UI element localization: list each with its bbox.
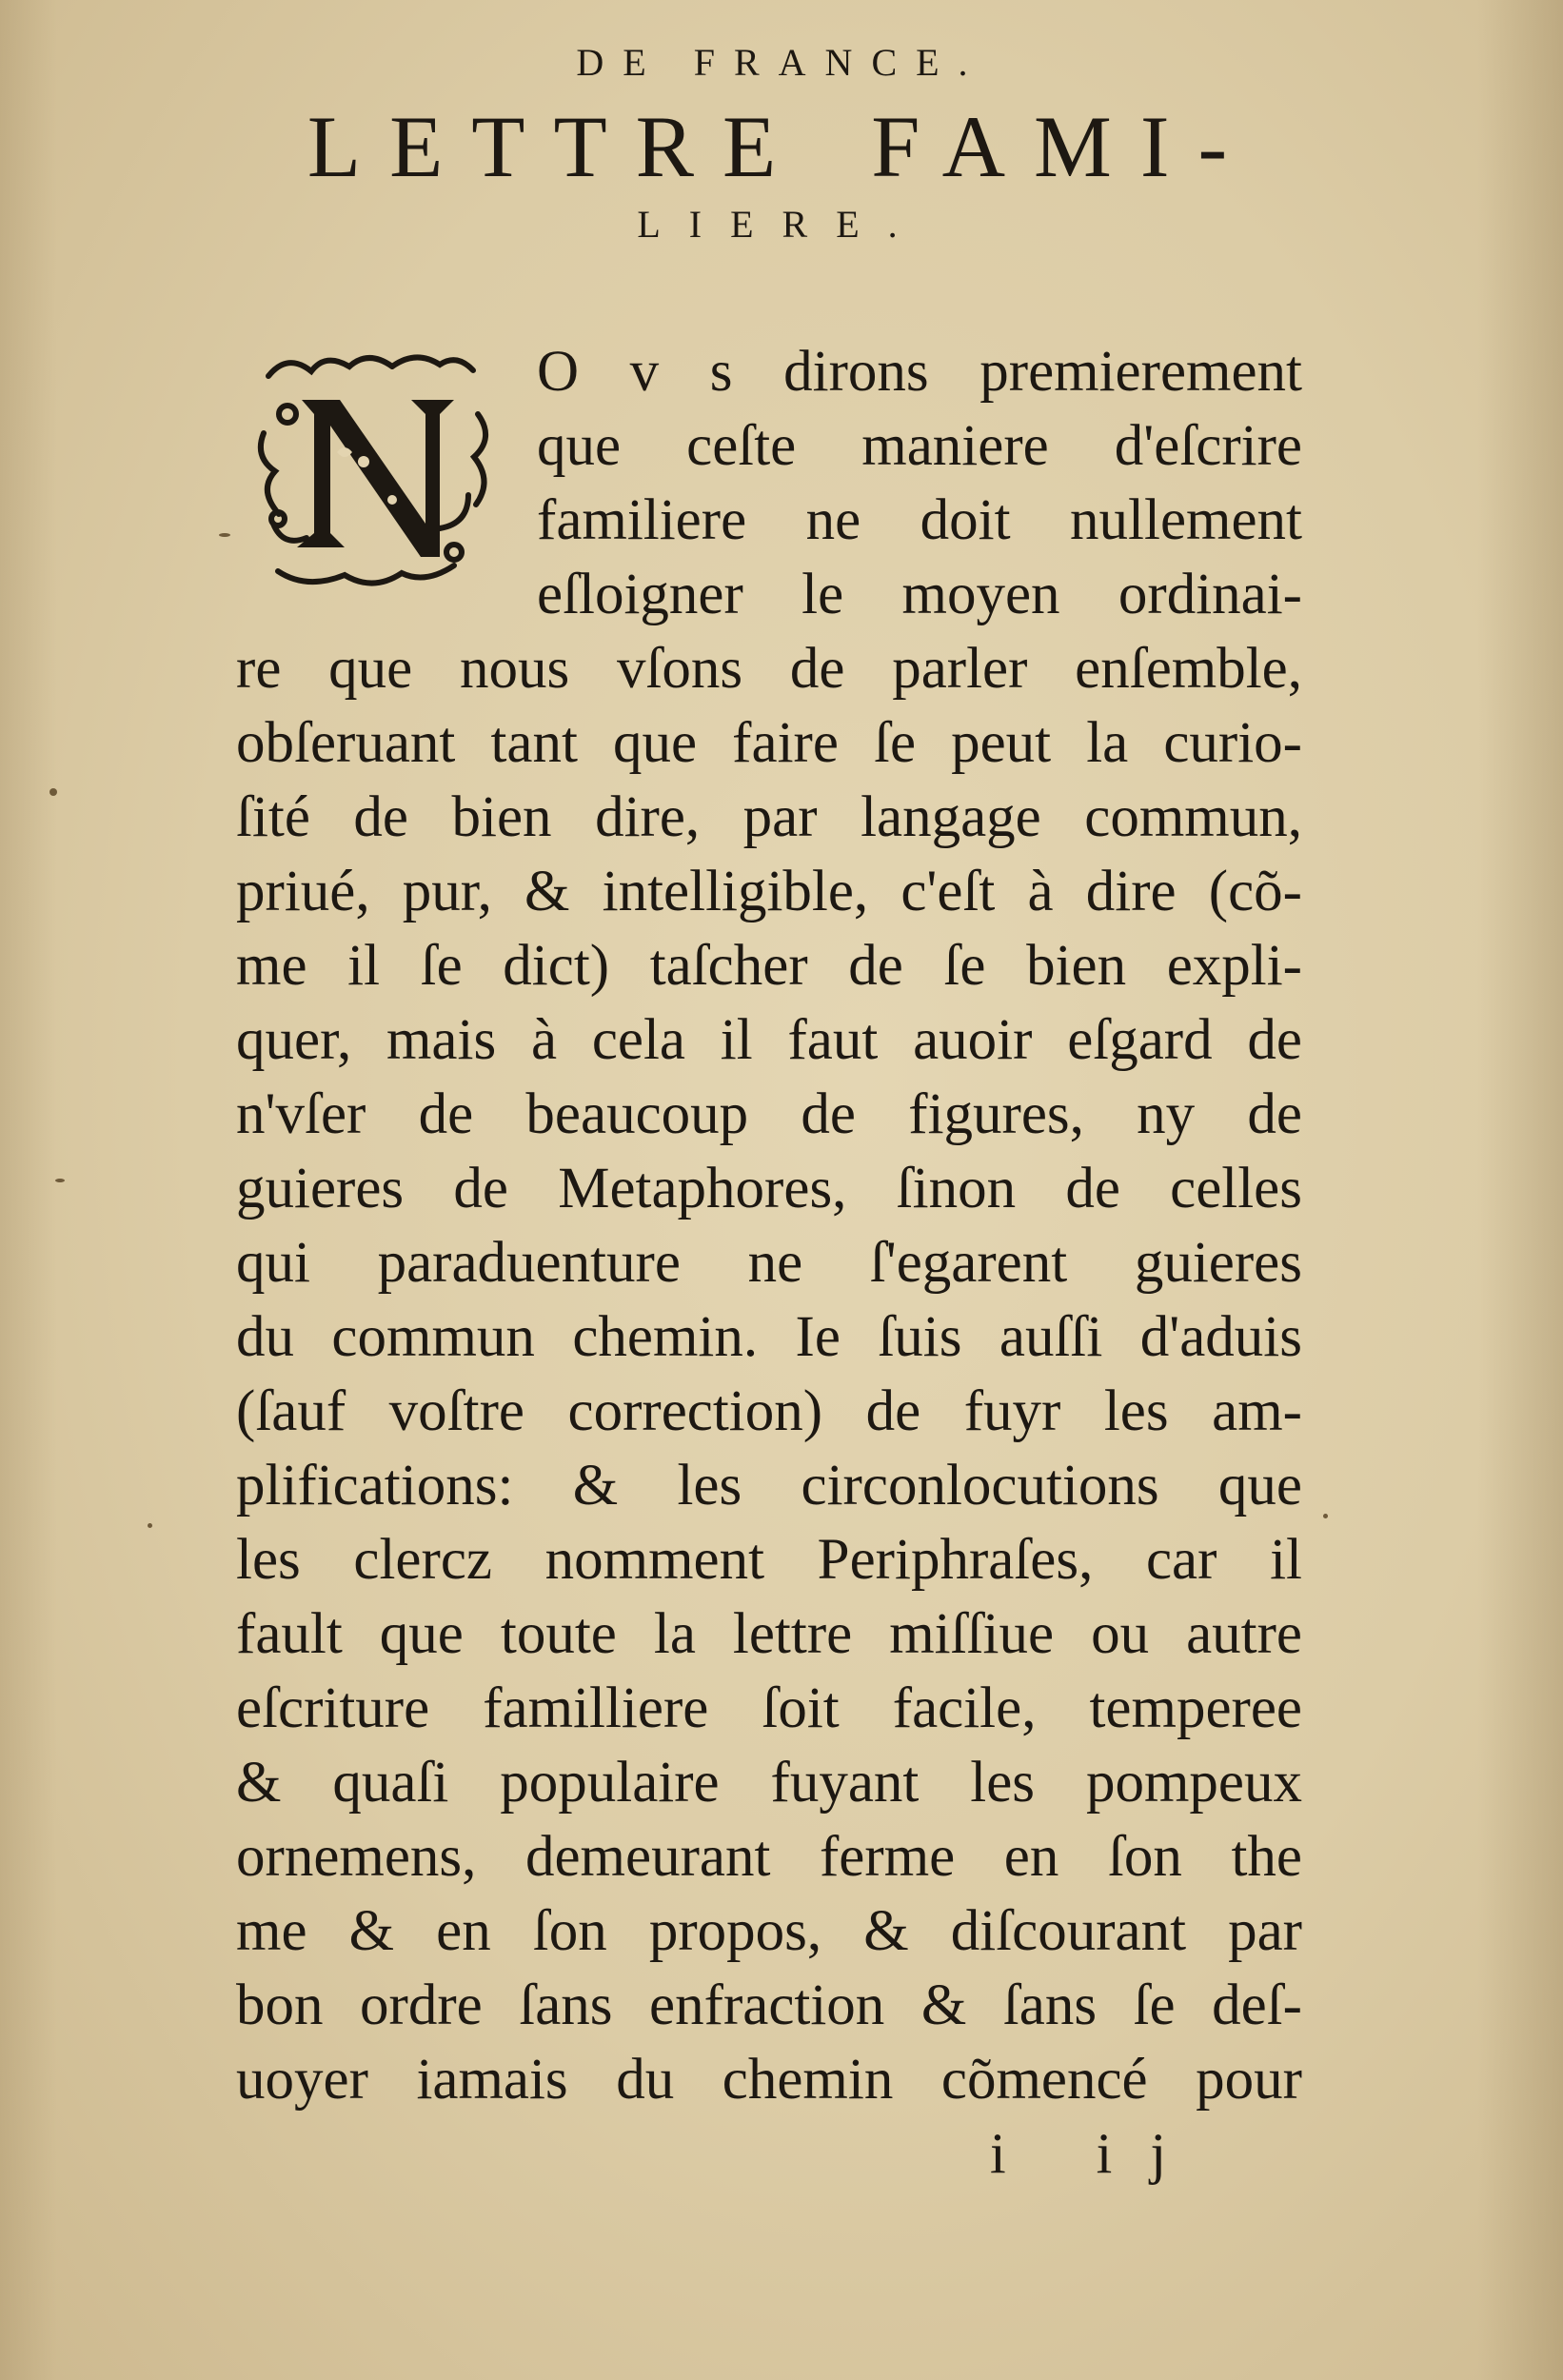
text-line: plifications: & les circonlocutions que xyxy=(236,1454,1302,1517)
text-line: que ceſte maniere d'eſcrire xyxy=(537,414,1302,478)
text-line: guieres de Metaphores, ſinon de celles xyxy=(236,1157,1302,1220)
text-line: uoyer iamais du chemin cõmencé pour xyxy=(236,2048,1302,2112)
running-head: DE FRANCE. xyxy=(576,41,987,84)
text-line: priué, pur, & intelligible, c'eſt à dire (cõ- xyxy=(236,860,1302,923)
paper-speck xyxy=(55,1179,65,1182)
title-word-fami: FAMI- xyxy=(871,98,1256,195)
text-line: me & en ſon propos, & diſcourant par xyxy=(236,1899,1302,1963)
paper-speck xyxy=(148,1523,152,1528)
text-line: bon ordre ſans enfraction & ſans ſe deſ- xyxy=(236,1973,1302,2037)
text-line: quer, mais à cela il faut auoir eſgard de xyxy=(236,1008,1302,1072)
paper-speck xyxy=(219,533,230,537)
text-line: du commun chemin. Ie ſuis auſſi d'aduis xyxy=(236,1305,1302,1369)
text-line: re que nous vſons de parler enſemble, xyxy=(236,637,1302,701)
text-line: & quaſi populaire fuyant les pompeux xyxy=(236,1751,1302,1815)
body-text xyxy=(236,335,1302,2117)
chapter-title-line-1 xyxy=(0,98,1563,195)
text-line: n'vſer de beaucoup de figures, ny de xyxy=(236,1082,1302,1146)
text-line: fault que toute la lettre miſſiue ou autre xyxy=(236,1602,1302,1666)
text-line: qui paraduenture ne ſ'egarent guieres xyxy=(236,1231,1302,1295)
text-line: O v s dirons premierement xyxy=(537,340,1302,404)
chapter-title-line-2: LIERE. xyxy=(637,203,926,246)
text-line: les clercz nomment Periphraſes, car il xyxy=(236,1528,1302,1592)
paper-speck xyxy=(1323,1514,1328,1518)
text-line: ornemens, demeurant ferme en ſon the xyxy=(236,1825,1302,1889)
text-line: eſcriture familliere ſoit facile, temperee xyxy=(236,1676,1302,1740)
edge-shadow xyxy=(1477,0,1563,2380)
text-line: me il ſe dict) taſcher de ſe bien expli- xyxy=(236,934,1302,998)
text-line: (ſauf voſtre correction) de fuyr les am- xyxy=(236,1379,1302,1443)
text-line: familiere ne doit nullement xyxy=(537,488,1302,552)
paper-speck xyxy=(49,788,57,796)
gutter-shadow xyxy=(0,0,57,2380)
text-line: eſloigner le moyen ordinai- xyxy=(537,563,1302,626)
signature-mark: i ij xyxy=(990,2122,1205,2185)
text-line: obſeruant tant que faire ſe peut la curio- xyxy=(236,711,1302,775)
title-word-lettre: LETTRE xyxy=(307,98,805,195)
text-line: ſité de bien dire, par langage commun, xyxy=(236,785,1302,849)
